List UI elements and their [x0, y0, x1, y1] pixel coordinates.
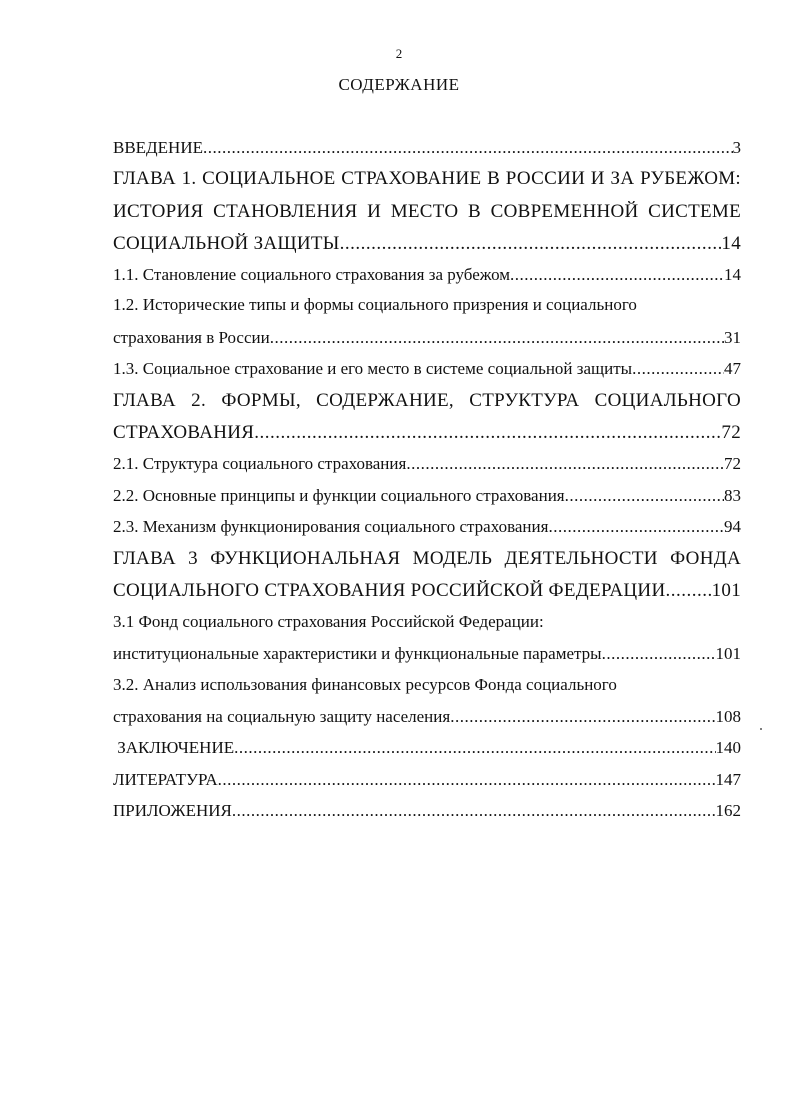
- toc-entry-page: 31: [724, 328, 741, 347]
- dot-leader: [234, 737, 715, 759]
- scan-speck: [760, 728, 762, 730]
- toc-entry-2-1[interactable]: [113, 453, 741, 475]
- toc-entry-intro[interactable]: [113, 137, 741, 159]
- dot-leader: [510, 264, 724, 286]
- toc-entry-title: ВВЕДЕНИЕ: [113, 138, 203, 157]
- dot-leader: [218, 769, 716, 791]
- toc-entry-title: 1.1. Становление социального страхования за рубежом: [113, 265, 511, 284]
- toc-chapter3-line1[interactable]: ГЛАВА 3 ФУНКЦИОНАЛЬНАЯ МОДЕЛЬ ДЕЯТЕЛЬНОСТИ ФОНДА: [113, 548, 741, 569]
- toc-entry-title: СТРАХОВАНИЯ: [113, 422, 255, 443]
- toc-entry-title: СОЦИАЛЬНОГО СТРАХОВАНИЯ РОССИЙСКОЙ ФЕДЕРАЦИИ: [113, 580, 666, 601]
- toc-entry-page: 147: [715, 770, 741, 789]
- toc-chapter1-line3[interactable]: [113, 233, 741, 255]
- toc-entry-appendices[interactable]: [113, 800, 741, 822]
- toc-entry-page: 162: [715, 801, 741, 820]
- toc-entry-title: 2.3. Механизм функционирования социального страхования: [113, 517, 549, 536]
- toc-entry-title: страхования на социальную защиту населения: [113, 707, 451, 726]
- dot-leader: [254, 422, 721, 444]
- toc-entry-1-3[interactable]: [113, 358, 741, 380]
- toc-chapter1-line1[interactable]: ГЛАВА 1. СОЦИАЛЬНОЕ СТРАХОВАНИЕ В РОССИИ И ЗА РУБЕЖОМ:: [113, 168, 741, 189]
- toc-entry-title: страхования в России: [113, 328, 270, 347]
- toc-entry-page: 72: [721, 422, 741, 443]
- toc-entry-conclusion[interactable]: [113, 737, 741, 759]
- page-title: СОДЕРЖАНИЕ: [338, 75, 460, 94]
- dot-leader: [406, 453, 724, 475]
- toc-entry-3-2-line2[interactable]: [113, 706, 741, 728]
- dot-leader: [565, 485, 724, 507]
- toc-entry-page: 101: [715, 644, 741, 663]
- toc-entry-page: 14: [721, 233, 741, 254]
- dot-leader: [340, 233, 722, 255]
- toc-entry-3-1-line2[interactable]: [113, 643, 741, 665]
- toc-chapter3-line2[interactable]: [113, 580, 741, 602]
- toc-entry-1-2-line1[interactable]: [113, 294, 741, 316]
- dot-leader: [602, 643, 716, 665]
- toc-entry-title: 1.2. Исторические типы и формы социального призрения и социального: [113, 295, 637, 314]
- toc-entry-page: 14: [724, 265, 741, 284]
- toc-chapter1-line2[interactable]: ИСТОРИЯ СТАНОВЛЕНИЯ И МЕСТО В СОВРЕМЕННОЙ СИСТЕМЕ: [113, 201, 741, 222]
- toc-entry-page: 94: [724, 517, 741, 536]
- toc-entry-page: 3: [732, 138, 741, 157]
- toc-entry-1-1[interactable]: [113, 264, 741, 286]
- dot-leader: [270, 327, 724, 349]
- toc-entry-1-2-line2[interactable]: [113, 327, 741, 349]
- page-number: 2: [395, 46, 403, 61]
- toc-chapter2-line1[interactable]: ГЛАВА 2. ФОРМЫ, СОДЕРЖАНИЕ, СТРУКТУРА СОЦИАЛЬНОГО: [113, 390, 741, 411]
- toc-entry-title: 3.1 Фонд социального страхования Российской Федерации:: [113, 612, 544, 631]
- toc-entry-page: 108: [715, 707, 741, 726]
- toc-entry-page: 72: [724, 454, 741, 473]
- toc-entry-3-1-line1[interactable]: [113, 611, 741, 633]
- dot-leader: [632, 358, 724, 380]
- toc-entry-page: 83: [724, 486, 741, 505]
- toc-entry-page: 140: [715, 738, 741, 757]
- dot-leader: [232, 800, 716, 822]
- toc-entry-2-3[interactable]: [113, 516, 741, 538]
- toc-entry-title: 2.1. Структура социального страхования: [113, 454, 407, 473]
- toc-entry-page: 101: [711, 580, 741, 601]
- toc-entry-title: СОЦИАЛЬНОЙ ЗАЩИТЫ: [113, 233, 340, 254]
- toc-entry-page: 47: [724, 359, 741, 378]
- dot-leader: [450, 706, 715, 728]
- toc-entry-title: 3.2. Анализ использования финансовых ресурсов Фонда социального: [113, 675, 617, 694]
- toc-entry-title: ЛИТЕРАТУРА: [113, 770, 218, 789]
- dot-leader: [548, 516, 724, 538]
- toc-entry-literature[interactable]: [113, 769, 741, 791]
- toc-entry-title: ЗАКЛЮЧЕНИЕ: [113, 738, 235, 757]
- dot-leader: [203, 137, 733, 159]
- toc-entry-title: ПРИЛОЖЕНИЯ: [113, 801, 232, 820]
- toc-entry-3-2-line1[interactable]: [113, 674, 741, 696]
- toc-entry-title: 1.3. Социальное страхование и его место в системе социальной защиты: [113, 359, 633, 378]
- toc-chapter2-line2[interactable]: [113, 422, 741, 444]
- dot-leader: [665, 580, 711, 602]
- toc-entry-title: 2.2. Основные принципы и функции социального страхования: [113, 486, 565, 505]
- toc-entry-2-2[interactable]: [113, 485, 741, 507]
- toc-entry-title: институциональные характеристики и функциональные параметры: [113, 644, 602, 663]
